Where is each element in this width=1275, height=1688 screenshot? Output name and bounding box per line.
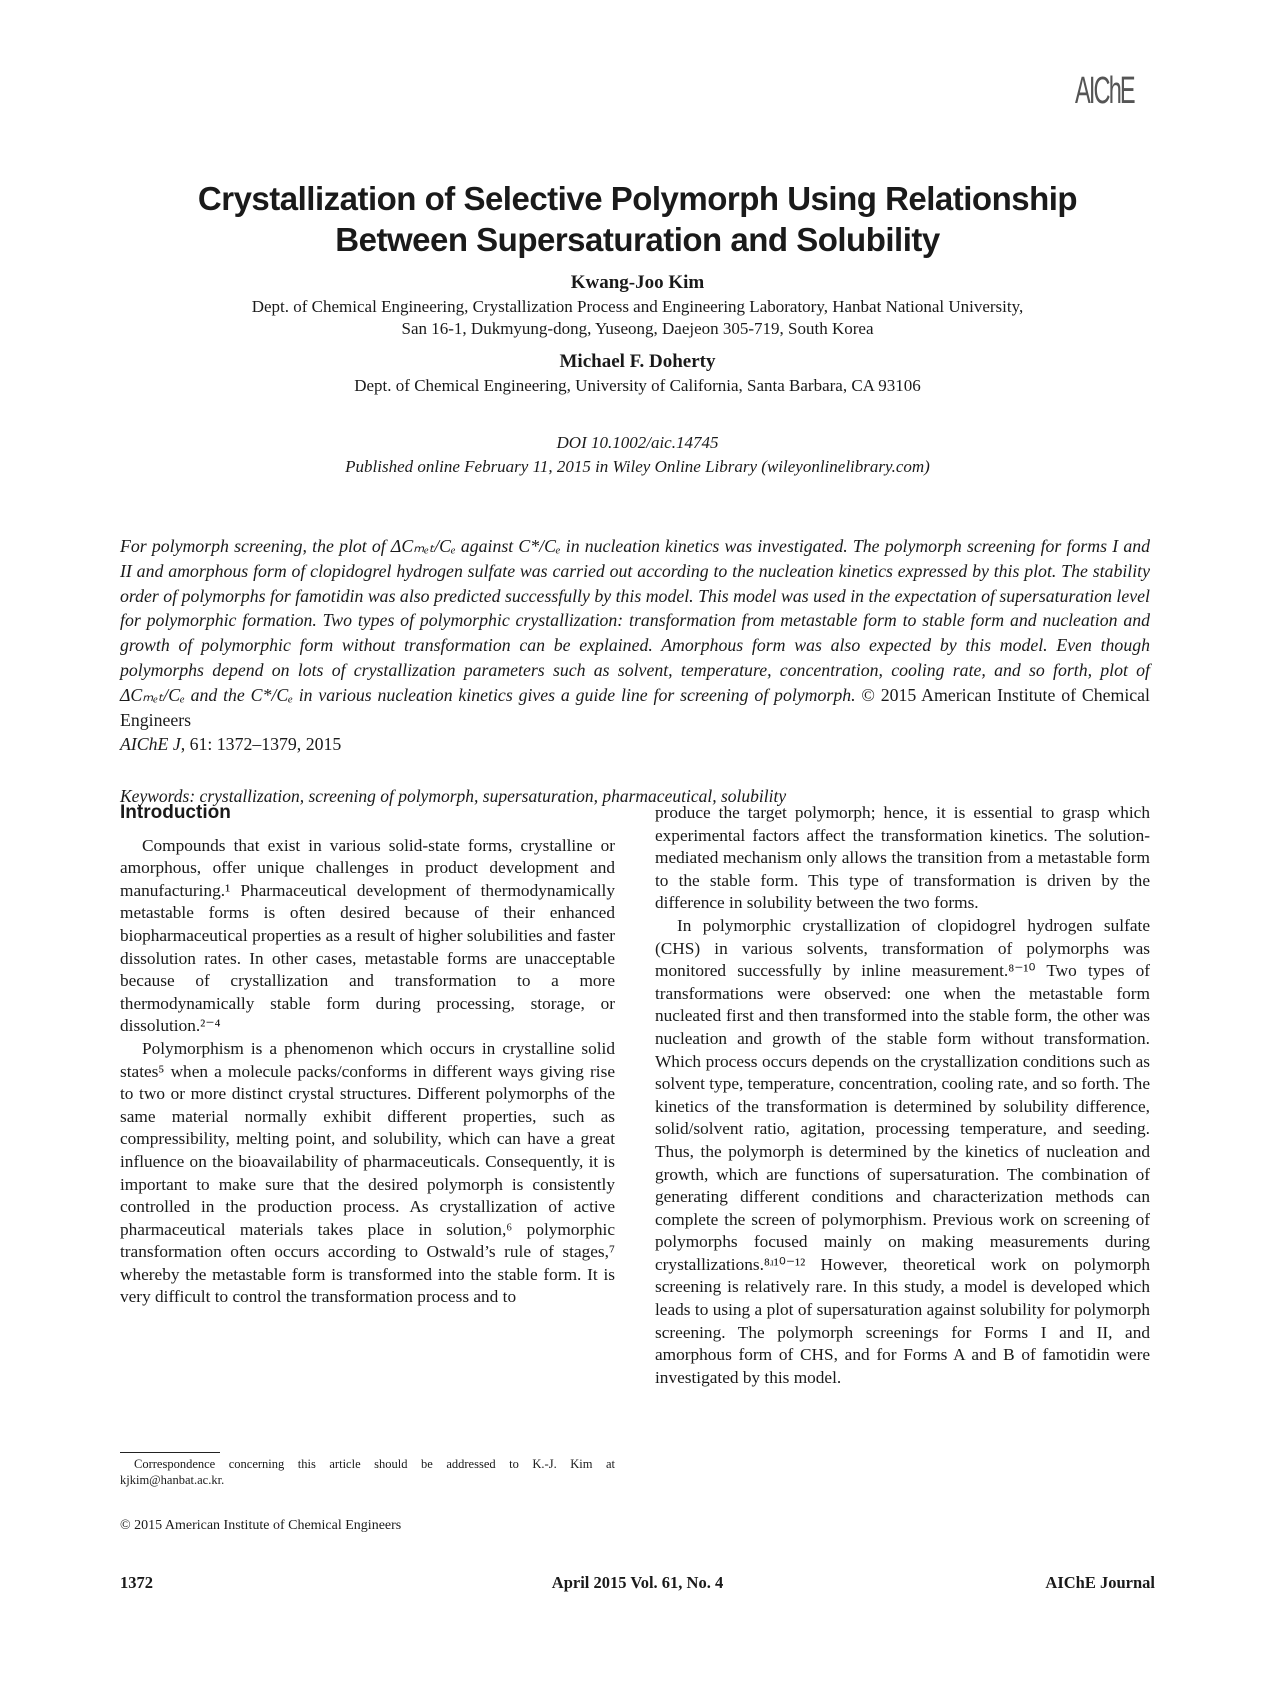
keywords: Keywords: crystallization, screening of polymorph, supersaturation, pharmaceutical, solubility — [120, 786, 787, 806]
journal-name: AIChE Journal — [1045, 1573, 1155, 1592]
article-title — [120, 178, 1155, 260]
copyright-line: © 2015 American Institute of Chemical Engineers — [120, 1518, 402, 1533]
abstract — [120, 534, 1150, 757]
author-2-affiliation: Dept. of Chemical Engineering, University of California, Santa Barbara, CA 93106 — [354, 376, 921, 395]
doi — [120, 431, 1155, 479]
journal-logo: AIChE — [1075, 70, 1134, 112]
citation-details: , 61: 1372–1379, 2015 — [180, 734, 342, 755]
title-line-1: Crystallization of Selective Polymorph Using Relationship — [197, 180, 1078, 217]
intro-paragraph-1: Compounds that exist in various solid-state forms, crystalline or amorphous, offer unique challenges in product development and manufacturing.¹ Pharmaceutical development of thermodynamically metastable forms is often desired because of their enhanced biopharmaceutical properties as a result of higher solubilities and faster dissolution rates. In other cases, metastable forms are unacceptable because of crystallization and transformation to a more thermodynamically stable form during processing, storage, or dissolution.²⁻⁴ — [120, 835, 615, 1036]
footnote-rule — [120, 1452, 220, 1453]
intro-paragraph-4: In polymorphic crystallization of clopidogrel hydrogen sulfate (CHS) in various solvents, transformation of polymorphs was monitored successfully by inline measurement.⁸⁻¹⁰ Two types of transformations were observed: one when the metastable form nucleated first and then transformed into the stable form, the other was nucleation and growth of the stable form without transformation. Which process occurs depends on the crystallization conditions such as solvent type, temperature, concentration, cooling rate, and so forth. The kinetics of the transformation is determined by solubility difference, solid/solvent ratio, agitation, processing temperature, and seeding. Thus, the polymorph is determined by the kinetics of nucleation and growth, which are functions of supersaturation. The combination of generating different conditions and characterization methods can complete the screen of polymorphism. Previous work on screening of polymorphs focused mainly on making measurements during crystallizations.⁸ʴ¹⁰⁻¹² However, theoretical work on polymorph screening is relatively rare. In this study, a model is developed which leads to using a plot of supersaturation against solubility for polymorph screening. The polymorph screenings for Forms I and II, and amorphous form of CHS, and for Forms A and B of famotidin were investigated by this model. — [655, 915, 1150, 1387]
author-2-name: Michael F. Doherty — [559, 351, 716, 372]
doi-line: DOI 10.1002/aic.14745 — [556, 433, 719, 452]
left-column — [120, 802, 615, 1309]
abstract-copyright: © 2015 American Institute of Chemical Engineers — [120, 684, 1150, 730]
author-1-affiliation-line-1: Dept. of Chemical Engineering, Crystallization Process and Engineering Laboratory, Hanbat National University, — [251, 297, 1024, 316]
section-heading-introduction: Introduction — [120, 802, 231, 823]
citation-journal: AIChE J — [120, 734, 181, 755]
author-1-affiliation — [120, 296, 1155, 340]
author-1-name: Kwang-Joo Kim — [570, 272, 705, 293]
intro-paragraph-2: Polymorphism is a phenomenon which occurs in crystalline solid states⁵ when a molecule packs/conforms in different ways giving rise to two or more distinct crystal structures. Different polymorphs of the same material normally exhibit different properties, such as compressibility, melting point, and solubility, which can have a great influence on the bioavailability of pharmaceuticals. Consequently, it is important to make sure that the desired polymorph is consistently controlled in the production process. As crystallization of active pharmaceutical materials takes place in solution,⁶ polymorphic transformation often occurs according to Ostwald’s rule of stages,⁷ whereby the metastable form is transformed into the stable form. It is very difficult to control the transformation process and to — [120, 1038, 615, 1307]
page-number: 1372 — [120, 1573, 153, 1592]
title-line-2: Between Supersaturation and Solubility — [335, 221, 940, 258]
author-1-affiliation-line-2: San 16-1, Dukmyung-dong, Yuseong, Daejeon 305-719, South Korea — [401, 319, 874, 338]
published-line: Published online February 11, 2015 in Wiley Online Library (wileyonlinelibrary.com) — [345, 457, 930, 476]
abstract-text: For polymorph screening, the plot of ΔCₘₑₜ/Cₑ against C*/Cₑ in nucleation kinetics was investigated. The polymorph screening for forms I and II and amorphous form of clopidogrel hydrogen sulfate was carried out according to the nucleation kinetics expressed by this plot. The stability order of polymorphs for famotidin was also predicted successfully by this model. This model was used in the expectation of supersaturation level for polymorphic formation. Two types of polymorphic crystallization: transformation from metastable form to stable form and nucleation and growth of polymorphic form without transformation can be explained. Amorphous form was also expected by this model. Even though polymorphs depend on lots of crystallization parameters such as solvent, temperature, concentration, cooling rate, and so forth, plot of ΔCₘₑₜ/Cₑ and the C*/Cₑ in various nucleation kinetics gives a guide line for screening of polymorph. — [120, 536, 1150, 705]
right-column — [655, 802, 1150, 1389]
intro-paragraph-3: produce the target polymorph; hence, it is essential to grasp which experimental factors affect the transformation kinetics. The solution-mediated mechanism only allows the transition from a metastable form to the stable form. This type of transformation is driven by the difference in solubility between the two forms. — [655, 803, 1150, 913]
issue-info: April 2015 Vol. 61, No. 4 — [551, 1573, 724, 1592]
correspondence-footnote: Correspondence concerning this article should be addressed to K.-J. Kim at kjkim@hanbat.ac.kr. — [120, 1457, 615, 1487]
